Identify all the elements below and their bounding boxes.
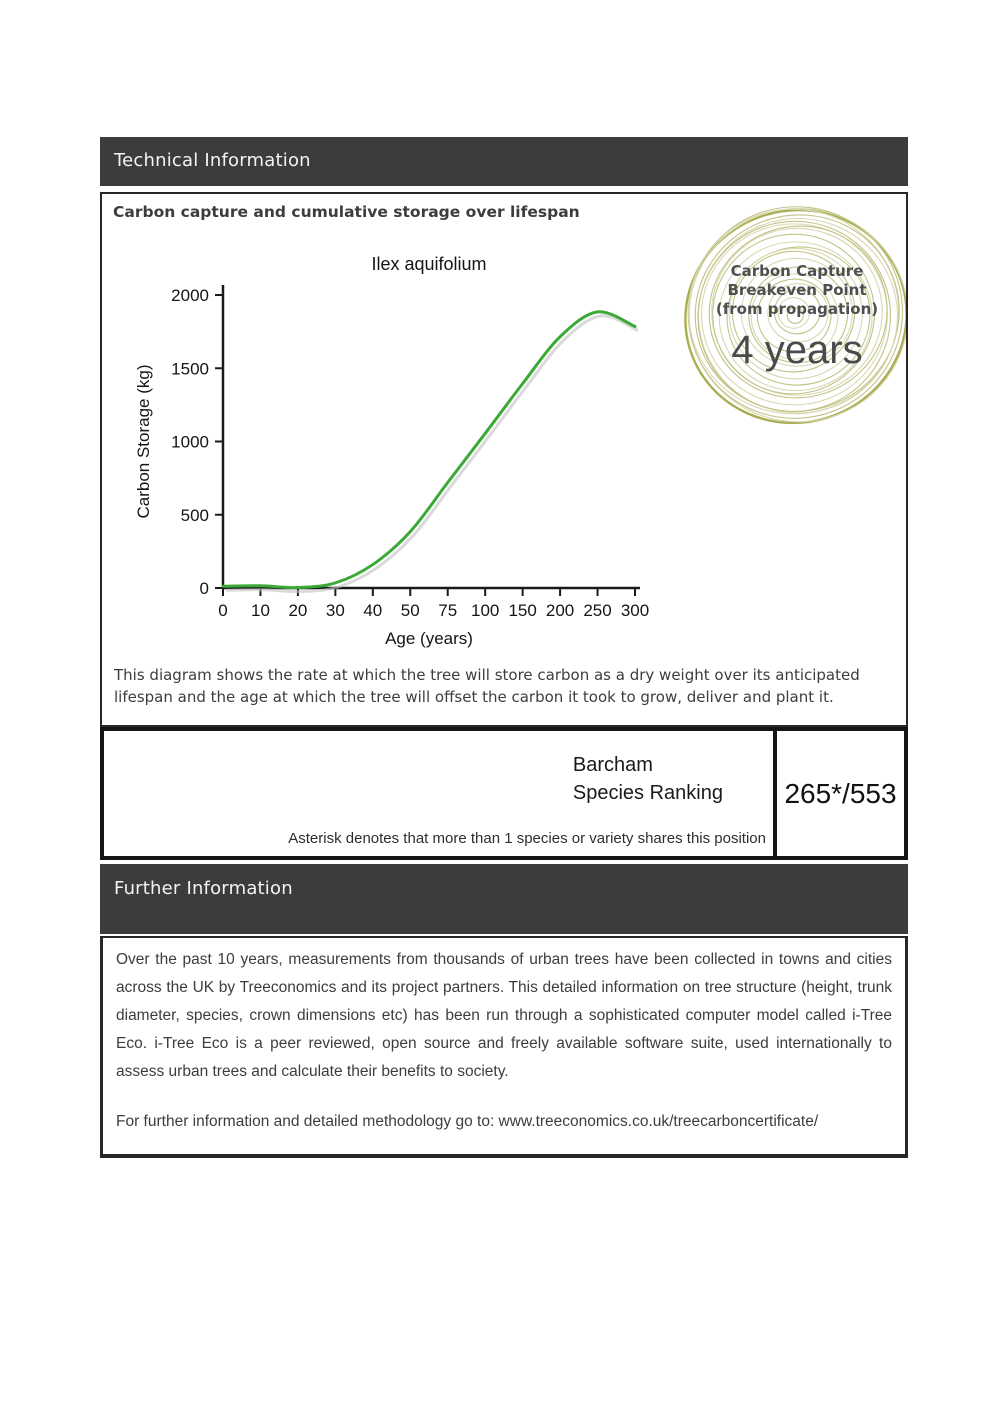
further-information-paragraph: Over the past 10 years, measurements from thousands of urban trees have been collected in towns and cities across the UK by Treeconomics and its project partners. This detailed information on tree structure (height, trunk diameter, species, crown dimensions etc) has been run through a sophisticated computer model called i-Tree Eco. i-Tree Eco is a peer reviewed, open source and freely available software suite, used internationally to assess urban trees and calculate their benefits to society. <box>116 951 892 1080</box>
breakeven-badge <box>684 202 908 428</box>
species-ranking-title <box>573 751 723 807</box>
svg-text:500: 500 <box>180 505 209 525</box>
svg-text:Age (years): Age (years) <box>385 629 473 648</box>
svg-text:50: 50 <box>400 601 420 620</box>
svg-text:300: 300 <box>620 601 650 620</box>
carbon-capture-panel <box>100 192 908 727</box>
svg-text:1500: 1500 <box>171 359 209 379</box>
species-ranking-section <box>100 727 908 860</box>
svg-text:0: 0 <box>199 579 209 598</box>
chart-section-heading: Carbon capture and cumulative storage over lifespan <box>113 203 580 221</box>
svg-text:250: 250 <box>583 601 612 620</box>
svg-text:Ilex aquifolium: Ilex aquifolium <box>371 254 487 274</box>
ranking-org-name: Barcham <box>572 754 653 776</box>
further-information-title: Further Information <box>114 878 293 899</box>
svg-text:2000: 2000 <box>171 286 209 305</box>
svg-text:150: 150 <box>508 601 537 620</box>
badge-line-2: Breakeven Point <box>727 281 867 299</box>
svg-text:1000: 1000 <box>171 432 209 452</box>
svg-text:0: 0 <box>218 601 228 620</box>
species-ranking-value: 265*/553 <box>784 777 897 809</box>
species-ranking-value-box <box>777 731 904 856</box>
svg-text:75: 75 <box>438 601 458 620</box>
svg-text:40: 40 <box>363 601 383 620</box>
breakeven-years-value: 4 years <box>731 328 863 372</box>
technical-information-title: Technical Information <box>114 150 311 171</box>
ranking-label: Species Ranking <box>572 782 723 804</box>
methodology-link-line: For further information and detailed methodology go to: www.treeconomics.co.uk/treecarboncertificate/ <box>116 1113 819 1130</box>
svg-text:Carbon Storage (kg): Carbon Storage (kg) <box>134 364 153 519</box>
svg-text:10: 10 <box>250 601 270 620</box>
chart-description: This diagram shows the rate at which the tree will store carbon as a dry weight over its anticipated lifespan and the age at which the tree will offset the carbon it took to grow, deliver and plant it. <box>114 666 860 706</box>
svg-text:20: 20 <box>288 601 308 620</box>
svg-text:200: 200 <box>545 601 575 620</box>
svg-text:100: 100 <box>470 601 500 620</box>
badge-line-3: (from propagation) <box>715 300 879 318</box>
breakeven-badge-text <box>684 262 908 373</box>
svg-text:30: 30 <box>325 601 345 620</box>
further-information-header <box>100 864 908 934</box>
asterisk-note: Asterisk denotes that more than 1 species or variety shares this position <box>288 830 766 847</box>
further-information-panel <box>100 936 908 1158</box>
species-ranking-label-box <box>104 731 777 856</box>
technical-information-header <box>100 137 908 186</box>
badge-line-1: Carbon Capture <box>730 262 864 280</box>
